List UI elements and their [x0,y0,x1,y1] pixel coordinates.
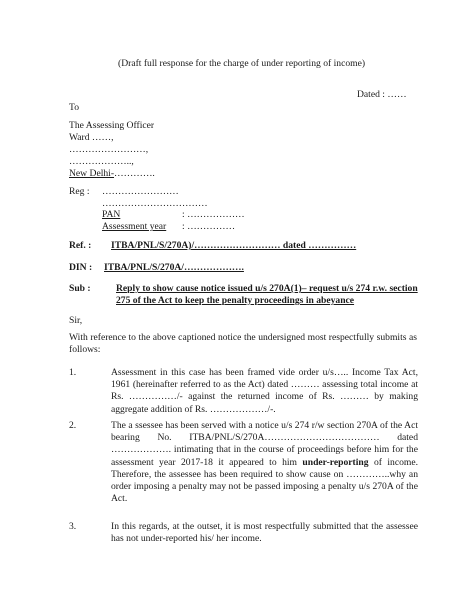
assessment-year-label: Assessment year [102,221,167,232]
point-3-text: In this regards, at the outset, it is most respectfully submitted that the assessee has not under-reported his/ her income. [111,521,418,545]
addressee-ward: Ward ……, [69,132,114,143]
addressee-title: The Assessing Officer [69,120,155,131]
point-2-number: 2. [69,420,77,431]
point-3-number: 3. [69,521,77,532]
din-value: ITBA/PNL/S/270A/………………. [104,262,244,273]
reg-line2: …………………………… [102,198,208,209]
draft-title: (Draft full response for the charge of under reporting of income) [118,58,366,69]
subject-label: Sub : [69,283,91,294]
pan-value: : ……………… [182,209,245,220]
city-pin: …………. [114,168,155,179]
city-name: New Delhi- [69,168,115,179]
addressee-line4: ……………….., [69,156,134,167]
point-1-text: Assessment in this case has been framed vide order u/s….. Income Tax Act, 1961 (hereinafter referred to as the Act) dated ……… assessing total income at Rs. ……………/- against the returned income of Rs. ……… by making aggregate addition of Rs. ………………/-. [111,367,418,415]
dated-line: Dated : …… [357,89,407,100]
pan-row [102,209,120,221]
point-2-text-before: The a ssessee has been served with a notice u/s 274 r/w section 270A of the Act bearing No. ITBA/PNL/S/270A……………………………… dated ………………. intimating that in the course of proceedings before him for the assessment year 2017-18 it appeared to him [111,420,418,468]
to-label: To [69,102,79,113]
point-2-bold: under-reporting [302,456,369,468]
addressee-line3: ……………………, [69,144,149,155]
subject-line1: Reply to show cause notice issued u/s 270A(1)– request u/s 274 r.w. section [116,283,418,294]
subject-line2: 275 of the Act to keep the penalty proceedings in abeyance [116,295,355,306]
reg-label: Reg : [69,186,90,197]
addressee-city [69,168,155,180]
intro-paragraph: With reference to the above captioned notice the undersigned most respectfully submits as follows: [69,332,417,356]
point-1-number: 1. [69,367,77,378]
point-2-text-after: of income. Therefore, the assessee has been required to show cause on …………..why an order imposing a penalty may not be passed imposing a penalty u/s 270A of the Act. [111,456,418,505]
ref-value: ITBA/PNL/S/270A)/……………………… dated …………… [111,240,357,251]
pan-label: PAN [102,209,121,220]
ref-label: Ref. : [69,240,92,251]
ay-row [102,221,166,233]
assessment-year-value: : …………… [182,221,236,232]
din-label: DIN : [69,262,93,273]
salutation: Sir, [69,315,83,326]
reg-line1: …………………… [102,186,179,197]
point-2-text [111,420,418,505]
